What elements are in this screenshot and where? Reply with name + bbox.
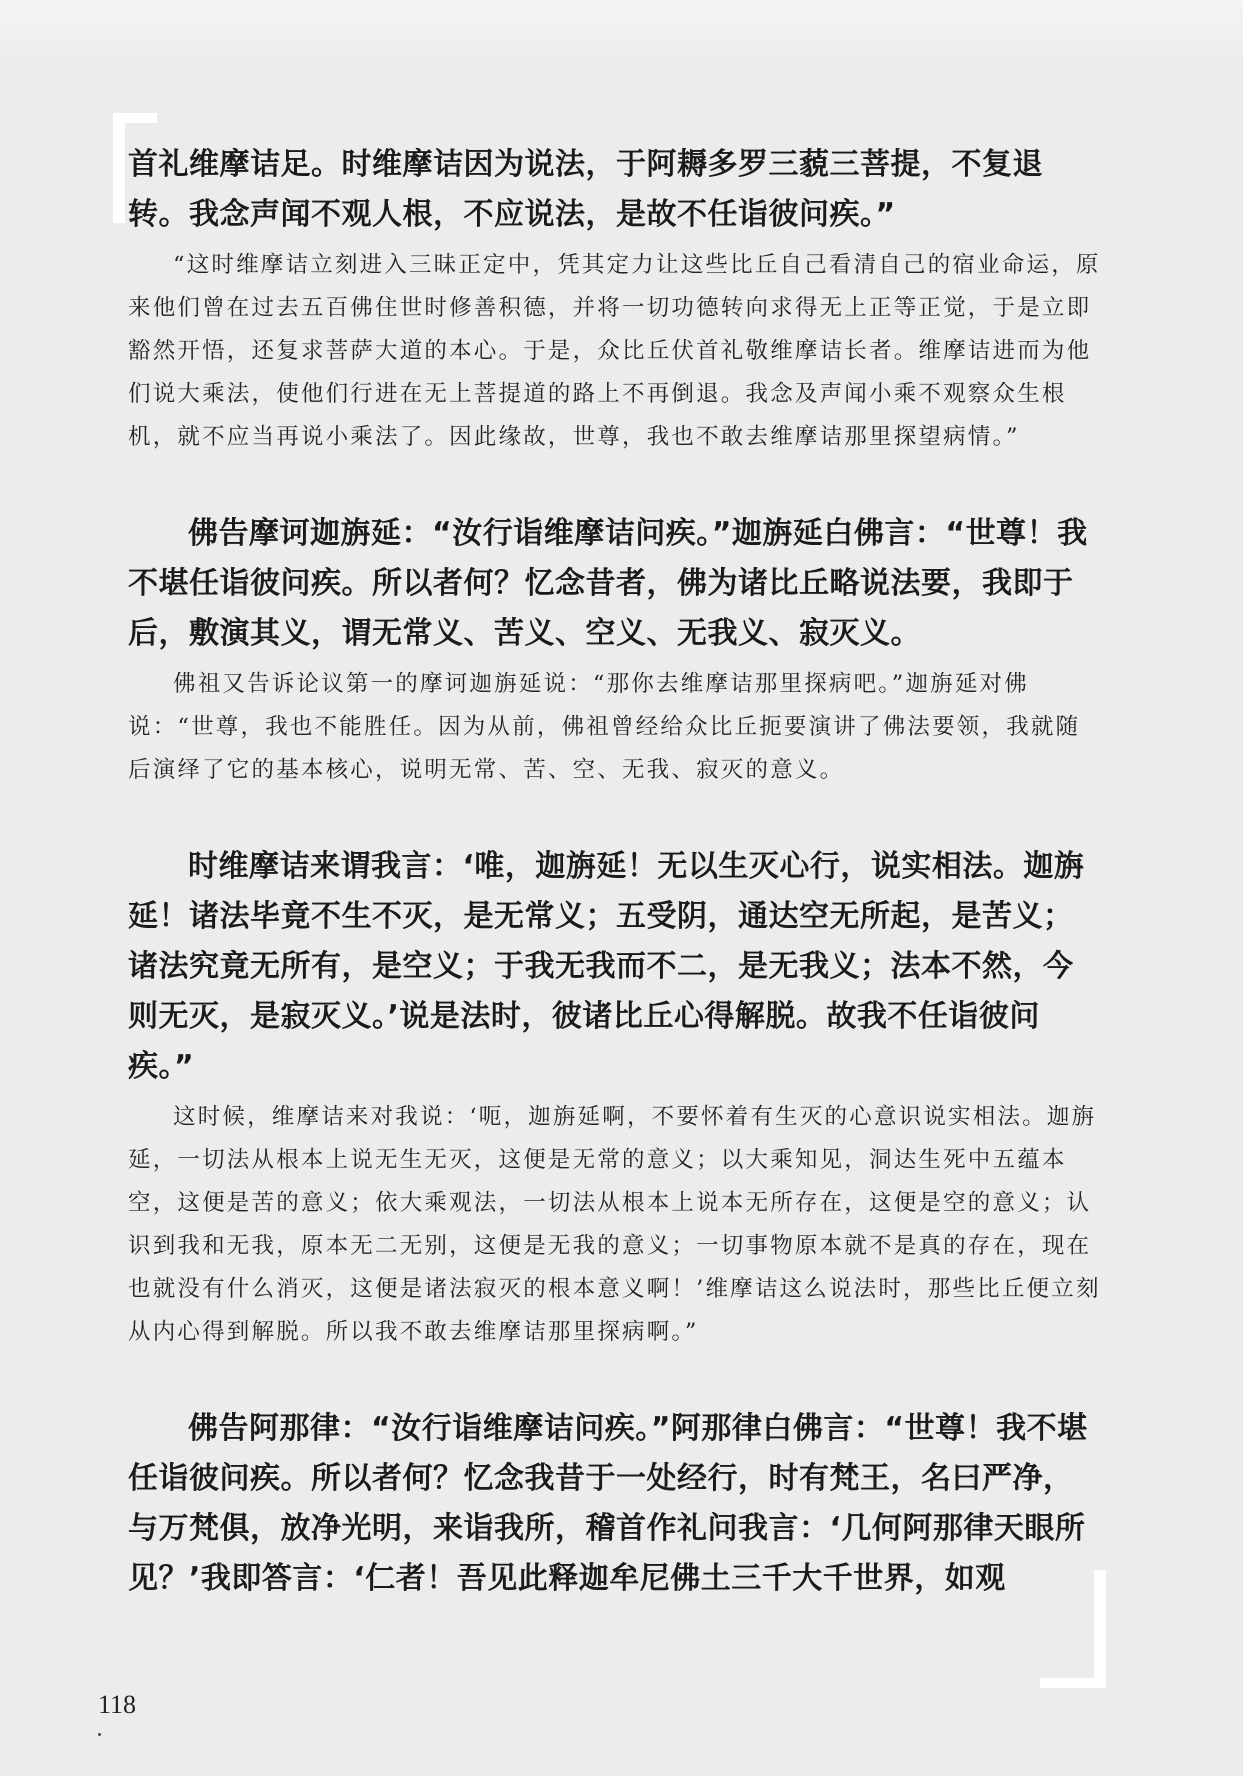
page-number: 118 [98,1690,137,1719]
original-text-paragraph: 首礼维摩诘足。时维摩诘因为说法，于阿耨多罗三藐三菩提，不复退转。我念声闻不观人根，不应说法，是故不任诣彼问疾。” [128,147,1043,232]
original-text-paragraph: 时维摩诘来谓我言：‘唯，迦旃延！无以生灭心行，说实相法。迦旃延！诸法毕竟不生不灭，是无常义；五受阴，通达空无所起，是苦义；诸法究竟无所有，是空义；于我无我而不二，是无我义；法本不然，今则无灭，是寂灭义。’说是法时，彼诸比丘心得解脱。故我不任诣彼问疾。” [128,849,1085,1084]
original-text-paragraph: 佛告阿那律：“汝行诣维摩诘问疾。”阿那律白佛言：“世尊！我不堪任诣彼问疾。所以者何？忆念我昔于一处经行，时有梵王，名曰严净，与万梵俱，放净光明，来诣我所，稽首作礼问我言：‘几何阿那律天眼所见？’我即答言：‘仁者！吾见此释迦牟尼佛土三千大千世界，如观 [128,1411,1088,1596]
page-shade [0,0,1243,60]
page-dot [98,1733,101,1736]
corner-bracket-bottom-right-bar [1040,1678,1106,1688]
page-content [128,140,1103,1604]
translation-paragraph: 这时候，维摩诘来对我说：‘呃，迦旃延啊，不要怀着有生灭的心意识说实相法。迦旃延，一切法从根本上说无生无灭，这便是无常的意义；以大乘知见，洞达生死中五蕴本空，这便是苦的意义；依大乘观法，一切法从根本上说本无所存在，这便是空的意义；认识到我和无我，原本无二无别，这便是无我的意义；一切事物原本就不是真的存在，现在也就没有什么消灭，这便是诸法寂灭的根本意义啊！’维摩诘这么说法时，那些比丘便立刻从内心得到解脱。所以我不敢去维摩诘那里探病啊。” [128,1104,1101,1345]
corner-bracket-top-left-bar [113,113,157,123]
translation-paragraph: 佛祖又告诉论议第一的摩诃迦旃延说：“那你去维摩诘那里探病吧。”迦旃延对佛说：“世尊，我也不能胜任。因为从前，佛祖曾经给众比丘扼要演讲了佛法要领，我就随后演绎了它的基本核心，说明无常、苦、空、无我、寂灭的意义。 [128,671,1081,783]
corner-bracket-top-left [113,113,125,223]
original-text-paragraph: 佛告摩诃迦旃延：“汝行诣维摩诘问疾。”迦旃延白佛言：“世尊！我不堪任诣彼问疾。所以者何？忆念昔者，佛为诸比丘略说法要，我即于后，敷演其义，谓无常义、苦义、空义、无我义、寂灭义。 [128,516,1088,651]
translation-paragraph: “这时维摩诘立刻进入三昧正定中，凭其定力让这些比丘自己看清自己的宿业命运，原来他们曾在过去五百佛住世时修善积德，并将一切功德转向求得无上正等正觉，于是立即豁然开悟，还复求菩萨大道的本心。于是，众比丘伏首礼敬维摩诘长者。维摩诘进而为他们说大乘法，使他们行进在无上菩提道的路上不再倒退。我念及声闻小乘不观察众生根机，就不应当再说小乘法了。因此缘故，世尊，我也不敢去维摩诘那里探望病情。” [128,252,1101,450]
